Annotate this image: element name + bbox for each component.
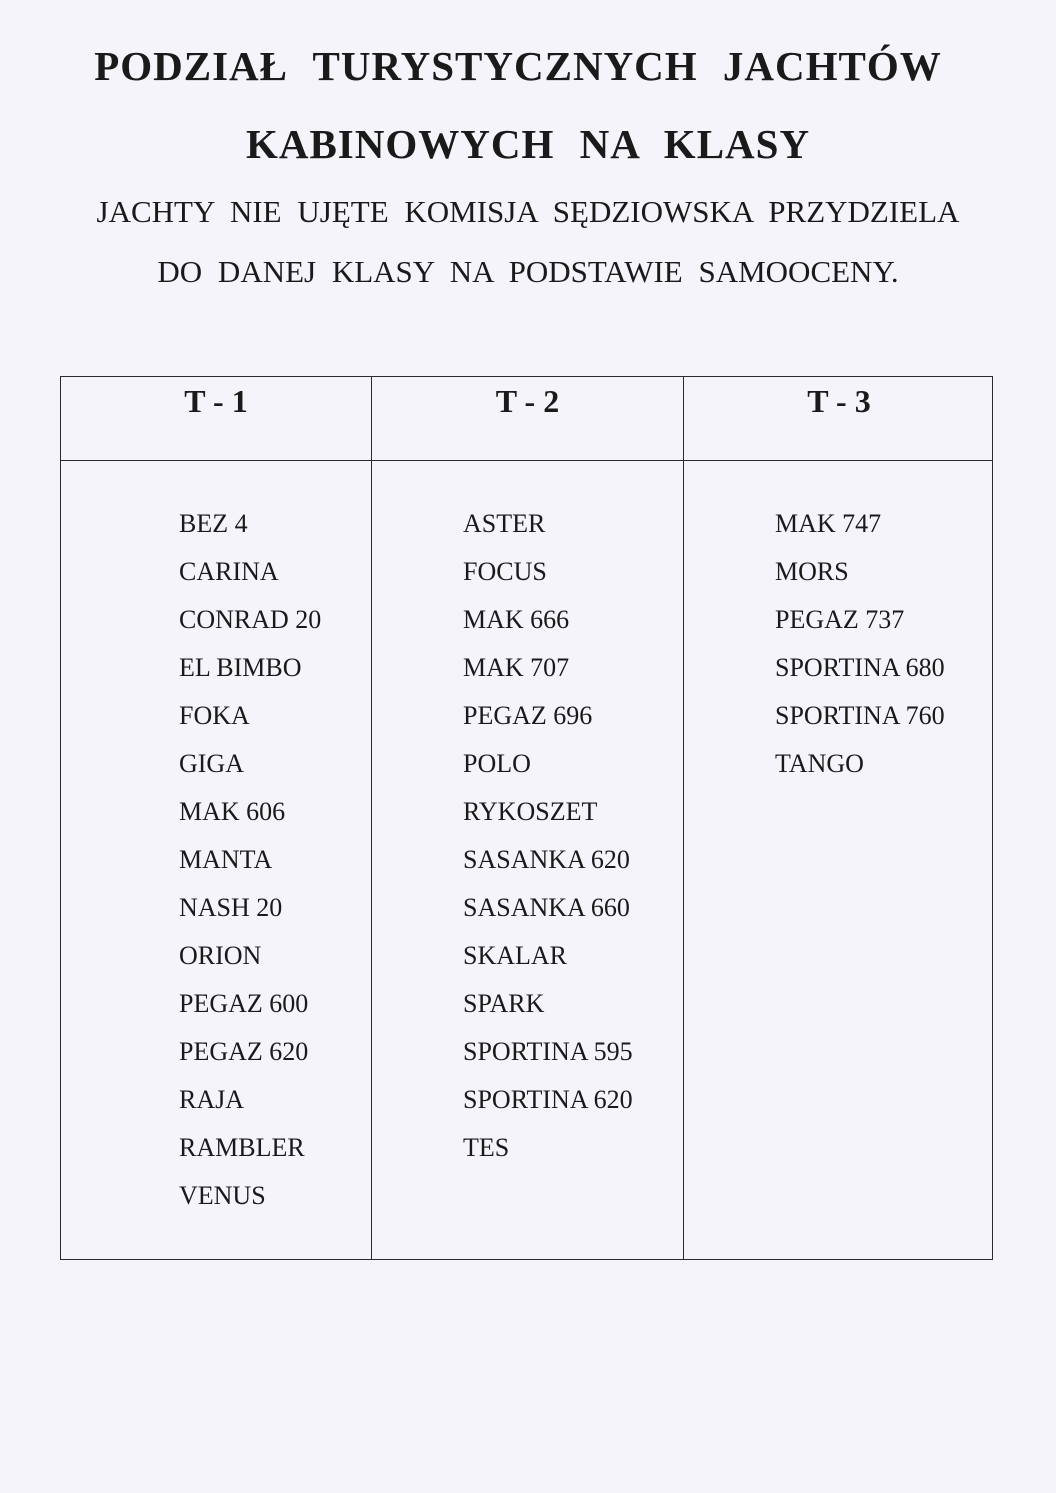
yacht-name: SASANKA 660: [463, 893, 630, 922]
yacht-name: SPORTINA 595: [463, 1037, 633, 1066]
column-divider: [371, 377, 372, 1259]
header-divider: [61, 460, 992, 461]
yacht-name: SPORTINA 680: [775, 653, 945, 682]
yacht-name: TES: [463, 1133, 510, 1162]
yacht-name: PEGAZ 737: [775, 605, 905, 634]
page-title-line-2: KABINOWYCH NA KLASY: [245, 121, 811, 167]
note-line-2: DO DANEJ KLASY NA PODSTAWIE SAMOOCENY.: [157, 254, 899, 289]
yacht-name: MAK 747: [775, 509, 882, 538]
yacht-name: EL BIMBO: [179, 653, 302, 682]
yacht-name: SPORTINA 760: [775, 701, 945, 730]
yacht-name: RYKOSZET: [463, 797, 598, 826]
yacht-name: RAJA: [179, 1085, 245, 1114]
yacht-name: SPARK: [463, 989, 545, 1018]
yacht-name: BEZ 4: [179, 509, 248, 538]
yacht-name: FOKA: [179, 701, 250, 730]
yacht-name: MORS: [775, 557, 849, 586]
yacht-name: SKALAR: [463, 941, 568, 970]
yacht-name: CONRAD 20: [179, 605, 322, 634]
yacht-name: SASANKA 620: [463, 845, 630, 874]
yacht-list-t3: [775, 510, 945, 798]
yacht-name: POLO: [463, 749, 531, 778]
yacht-name: VENUS: [179, 1181, 266, 1210]
yacht-name: PEGAZ 600: [179, 989, 309, 1018]
yacht-name: ASTER: [463, 509, 546, 538]
yacht-name: FOCUS: [463, 557, 547, 586]
column-header-t2: T - 2: [495, 383, 560, 419]
note-line-1: JACHTY NIE UJĘTE KOMISJA SĘDZIOWSKA PRZYDZIELA: [96, 194, 960, 229]
page-title: PODZIAŁ TURYSTYCZNYCH JACHTÓW: [94, 43, 942, 89]
yacht-class-table: [60, 376, 993, 1260]
yacht-name: ORION: [179, 941, 262, 970]
yacht-name: MAK 666: [463, 605, 570, 634]
yacht-list-t2: [463, 510, 633, 1182]
yacht-name: PEGAZ 620: [179, 1037, 309, 1066]
column-header-t3: T - 3: [807, 383, 871, 419]
yacht-name: MAK 606: [179, 797, 286, 826]
yacht-name: GIGA: [179, 749, 244, 778]
yacht-name: NASH 20: [179, 893, 283, 922]
yacht-name: TANGO: [775, 749, 864, 778]
yacht-name: RAMBLER: [179, 1133, 305, 1162]
column-divider: [683, 377, 684, 1259]
yacht-name: SPORTINA 620: [463, 1085, 633, 1114]
column-header-t1: T - 1: [184, 383, 248, 419]
yacht-name: PEGAZ 696: [463, 701, 593, 730]
yacht-name: MANTA: [179, 845, 273, 874]
yacht-name: CARINA: [179, 557, 279, 586]
yacht-name: MAK 707: [463, 653, 570, 682]
yacht-list-t1: [179, 510, 321, 1230]
